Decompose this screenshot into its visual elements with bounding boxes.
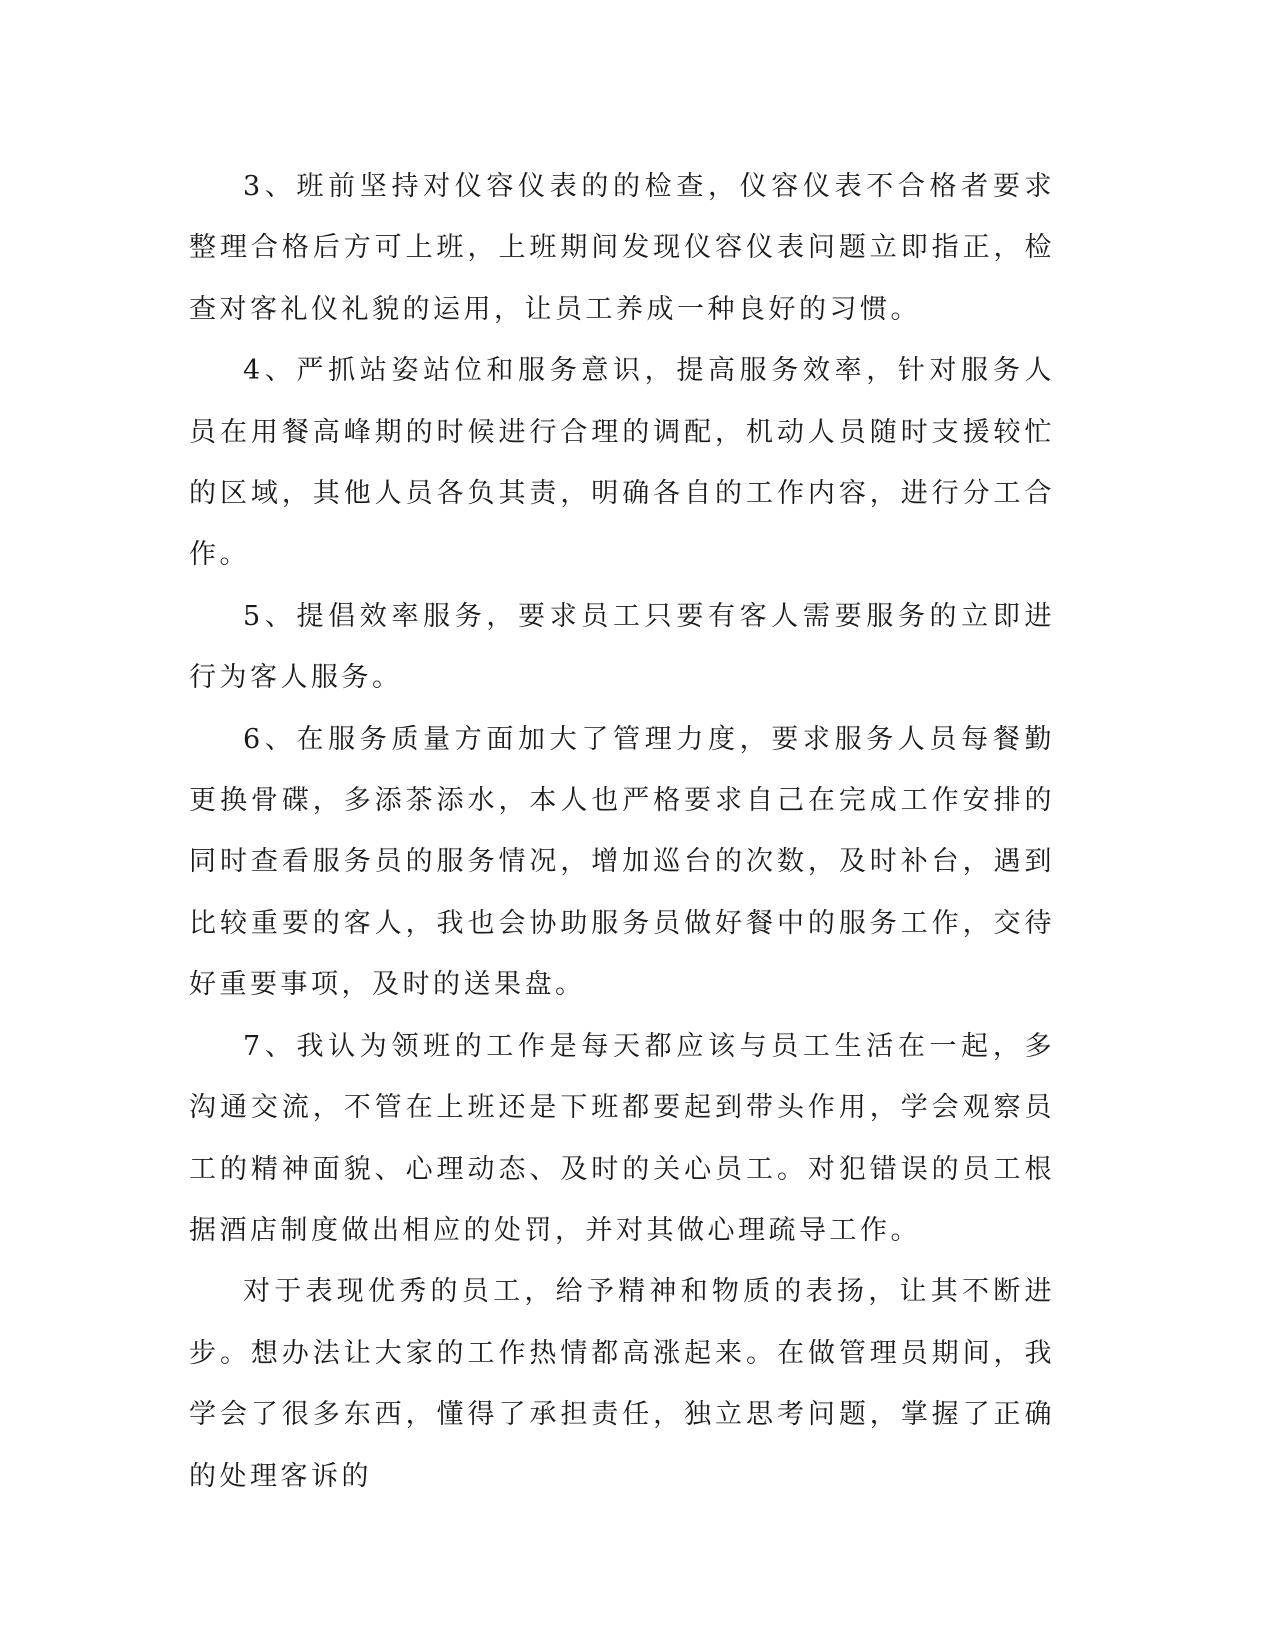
paragraph-excellent-staff: 对于表现优秀的员工，给予精神和物质的表扬，让其不断进步。想办法让大家的工作热情都高涨起来。在做管理员期间，我学会了很多东西，懂得了承担责任，独立思考问题，掌握了正确的处理客诉的 <box>189 1276 1055 1492</box>
paragraph-item-3: 3、班前坚持对仪容仪表的的检查，仪容仪表不合格者要求整理合格后方可上班，上班期间发现仪容仪表问题立即指正，检查对客礼仪礼貌的运用，让员工养成一种良好的习惯。 <box>189 171 1055 325</box>
paragraph-item-7: 7、我认为领班的工作是每天都应该与员工生活在一起，多沟通交流，不管在上班还是下班都要起到带头作用，学会观察员工的精神面貌、心理动态、及时的关心员工。对犯错误的员工根据酒店制度做出相应的处罚，并对其做心理疏导工作。 <box>189 1030 1055 1246</box>
document-body <box>189 156 1055 1507</box>
paragraph-item-5: 5、提倡效率服务，要求员工只要有客人需要服务的立即进行为客人服务。 <box>189 600 1055 694</box>
paragraph-item-6: 6、在服务质量方面加大了管理力度，要求服务人员每餐勤更换骨碟，多添茶添水，本人也严格要求自己在完成工作安排的同时查看服务员的服务情况，增加巡台的次数，及时补台，遇到比较重要的客人，我也会协助服务员做好餐中的服务工作，交待好重要事项，及时的送果盘。 <box>189 723 1055 1001</box>
paragraph-item-4: 4、严抓站姿站位和服务意识，提高服务效率，针对服务人员在用餐高峰期的时候进行合理的调配，机动人员随时支援较忙的区域，其他人员各负其责，明确各自的工作内容，进行分工合作。 <box>189 355 1055 571</box>
